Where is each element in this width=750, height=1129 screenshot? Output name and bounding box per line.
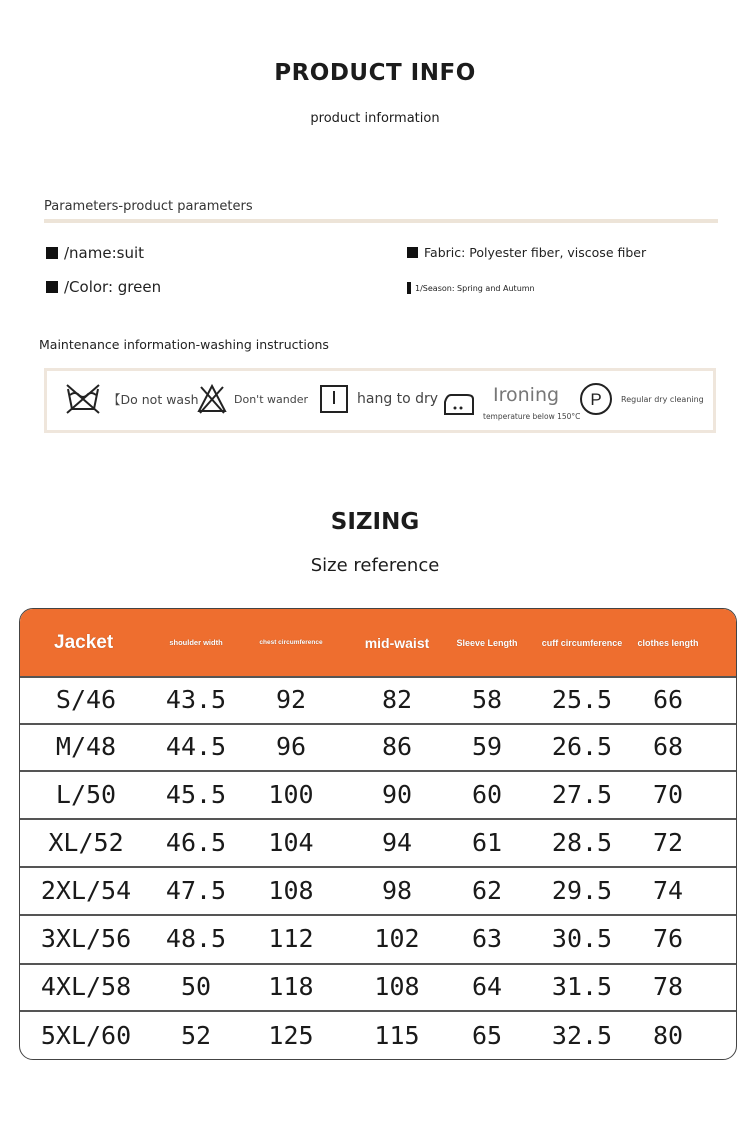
table-row: [20, 914, 736, 963]
table-cell: 92: [275, 685, 307, 714]
table-cell: 74: [652, 875, 684, 905]
header-cell: Sleeve Length: [456, 637, 518, 648]
table-cell: 64: [471, 972, 503, 1001]
table-cell: 4XL/58: [40, 972, 132, 1001]
table-cell: 25.5: [551, 685, 613, 714]
hang-to-dry-label: hang to dry: [357, 391, 439, 407]
table-row: [20, 676, 736, 723]
table-cell: 62: [471, 875, 503, 905]
table-cell: 47.5: [165, 875, 227, 905]
table-cell: 102: [374, 924, 420, 953]
size-table-header: [20, 609, 736, 676]
table-cell: 27.5: [551, 779, 613, 809]
table-cell: 70: [652, 779, 684, 809]
param-season-text: 1/Season: Spring and Autumn: [415, 283, 535, 293]
ironing-note: temperature below 150°C: [483, 412, 581, 421]
header-cell: mid-waist: [364, 634, 430, 651]
table-cell: 112: [268, 924, 314, 953]
product-info-subtitle: product information: [310, 111, 440, 126]
bullet-square-icon: [407, 247, 418, 258]
table-row: [20, 818, 736, 866]
table-cell: 48.5: [165, 924, 227, 953]
header-cell: chest circumference: [259, 639, 323, 646]
table-row: [20, 963, 736, 1010]
wash-item-dry-cleaning: [579, 382, 704, 416]
table-cell: 100: [268, 779, 314, 809]
parameters-heading: Parameters-product parameters: [44, 199, 253, 214]
table-row: [20, 1010, 736, 1060]
header-cell: shoulder width: [169, 638, 223, 647]
table-cell: 3XL/56: [40, 924, 132, 953]
table-cell: 94: [381, 827, 413, 857]
table-cell: 45.5: [165, 779, 227, 809]
param-season: [407, 282, 535, 294]
bullet-bar-icon: [407, 282, 411, 294]
param-name: [46, 244, 144, 262]
table-row: [20, 770, 736, 818]
table-cell: 86: [381, 732, 413, 761]
table-cell: 44.5: [165, 732, 227, 761]
bullet-square-icon: [46, 281, 58, 293]
sizing-subtitle: Size reference: [310, 555, 440, 576]
table-cell: 28.5: [551, 827, 613, 857]
table-row: [20, 866, 736, 914]
header-cell: clothes length: [637, 637, 699, 648]
dry-clean-p-icon: [579, 382, 613, 416]
wash-item-dont-wander: [197, 383, 308, 415]
wash-item-do-not-wash: [65, 383, 199, 415]
table-cell: 108: [374, 972, 420, 1001]
wash-item-ironing: [441, 384, 583, 424]
table-cell: 108: [268, 875, 314, 905]
parameters-divider: [44, 219, 718, 223]
do-not-wash-icon: [65, 383, 101, 415]
param-color-text: /Color: green: [64, 278, 162, 296]
table-cell: 63: [471, 924, 503, 953]
svg-text:P: P: [590, 390, 602, 409]
table-cell: M/48: [55, 732, 117, 761]
table-cell: 43.5: [165, 685, 227, 714]
table-cell: 58: [471, 685, 503, 714]
table-cell: 52: [180, 1021, 212, 1050]
header-cell: cuff circumference: [541, 637, 623, 648]
param-name-text: /name:suit: [64, 244, 145, 262]
table-cell: 118: [268, 972, 314, 1001]
param-color: [46, 278, 161, 296]
table-cell: 125: [268, 1021, 314, 1050]
do-not-wash-label: 【Do not wash: [108, 392, 199, 407]
table-cell: 50: [180, 972, 212, 1001]
washing-instructions-box: [44, 368, 716, 433]
table-cell: 46.5: [165, 827, 227, 857]
table-cell: 90: [381, 779, 413, 809]
table-cell: 5XL/60: [40, 1021, 132, 1050]
product-info-title: PRODUCT INFO: [274, 60, 476, 86]
dont-wander-label: Don't wander: [234, 392, 308, 406]
table-cell: 96: [275, 732, 307, 761]
table-cell: 66: [652, 685, 684, 714]
table-cell: 30.5: [551, 924, 613, 953]
table-cell: 29.5: [551, 875, 613, 905]
table-cell: 65: [471, 1021, 503, 1050]
hang-dry-icon: [319, 384, 349, 414]
table-cell: 82: [381, 685, 413, 714]
maintenance-heading: Maintenance information-washing instructions: [39, 337, 329, 352]
table-cell: 104: [268, 827, 314, 857]
do-not-bleach-icon: [197, 383, 227, 415]
param-fabric-text: Fabric: Polyester fiber, viscose fiber: [424, 245, 647, 260]
table-cell: 59: [471, 732, 503, 761]
table-cell: S/46: [55, 685, 117, 714]
table-cell: 115: [374, 1021, 420, 1050]
dry-cleaning-label: Regular dry cleaning: [621, 394, 704, 404]
table-cell: 60: [471, 779, 503, 809]
table-row: [20, 723, 736, 770]
table-cell: 2XL/54: [40, 875, 132, 905]
table-cell: 78: [652, 972, 684, 1001]
table-cell: 68: [652, 732, 684, 761]
header-cell: Jacket: [54, 631, 114, 653]
table-cell: 61: [471, 827, 503, 857]
iron-icon: [441, 390, 477, 418]
table-cell: 32.5: [551, 1021, 613, 1050]
ironing-label: Ironing: [493, 384, 560, 406]
param-fabric: [407, 245, 646, 260]
table-cell: 26.5: [551, 732, 613, 761]
table-cell: XL/52: [48, 827, 124, 857]
bullet-square-icon: [46, 247, 58, 259]
sizing-title: SIZING: [330, 509, 420, 535]
size-table: [19, 608, 737, 1060]
table-cell: 72: [652, 827, 684, 857]
table-cell: 80: [652, 1021, 684, 1050]
table-cell: 76: [652, 924, 684, 953]
wash-item-hang-to-dry: [319, 384, 438, 414]
table-cell: 31.5: [551, 972, 613, 1001]
table-cell: L/50: [55, 779, 117, 809]
table-cell: 98: [381, 875, 413, 905]
